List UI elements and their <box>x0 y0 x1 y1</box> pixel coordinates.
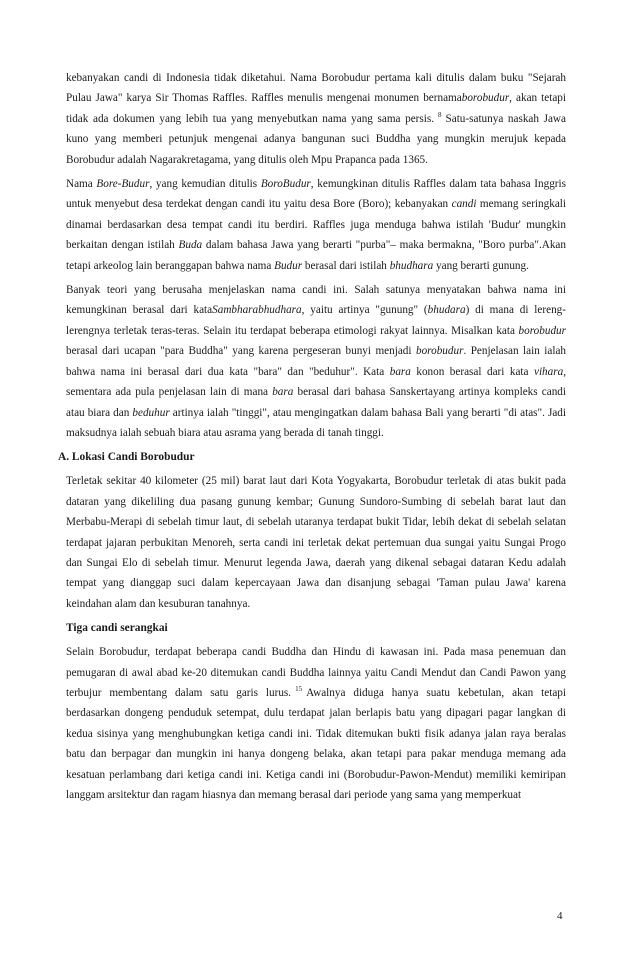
text-run: ) di mana di lereng-lerengnya terletak teras-teras. Selain itu terdapat beberapa etimologi rakyat lainnya. Misalkan kata <box>66 304 566 337</box>
paragraph-three-temples <box>66 642 566 805</box>
italic-term: bara <box>389 365 411 378</box>
italic-term: bhudara <box>427 304 466 317</box>
text-run: dalam bahasa Jawa yang berarti "purba"– maka bermakna, "Boro purba".Akan tetapi arkeolog lain beranggapan bahwa nama <box>66 239 566 272</box>
section-heading-three-temples: Tiga candi serangkai <box>66 622 168 635</box>
text-run: , akan tetapi tidak ada dokumen yang lebih tua yang menyebutkan nama yang sama persis. <box>66 92 567 125</box>
text-run: Selain Borobudur, terdapat beberapa candi Buddha dan Hindu di kawasan ini. Pada masa penemuan dan pemugaran di awal abad ke-20 ditemukan candi Buddha lainnya yaitu Candi Mendut dan Candi Pawon yang terbujur membentang dalam satu garis lurus. <box>66 646 566 699</box>
text-run: memang seringkali dinamai berdasarkan desa tempat candi itu berdiri. Raffles juga menduga bahwa istilah 'Budur' mungkin berkaitan dengan istilah <box>66 198 567 252</box>
text-run: berasal dari bahasa Sanskertayang artinya kompleks candi atau biara dan <box>66 386 566 419</box>
italic-term: borobudur <box>461 92 510 105</box>
italic-term: beduhur <box>132 406 170 419</box>
text-run: , sementara ada pula penjelasan lain di mana <box>66 365 566 399</box>
text-run: konon berasal dari kata <box>410 365 534 378</box>
section-heading-location: A. Lokasi Candi Borobudur <box>58 451 195 464</box>
text-run: Banyak teori yang berusaha menjelaskan nama candi ini. Salah satunya menyatakan bahwa nama ini kemungkinan berasal dari kata <box>66 284 566 317</box>
text-run: artinya ialah "tinggi", atau mengingatkan dalam bahasa Bali yang berarti "di atas". Jadi maksudnya ialah sebuah biara atau asrama yang berada di tanah tinggi. <box>66 406 566 439</box>
text-run: Nama <box>66 178 97 191</box>
text-run: , yang kemudian ditulis <box>149 178 261 191</box>
paragraph-name-origin <box>66 68 566 170</box>
text-run: , yaitu artinya "gunung" ( <box>301 304 428 317</box>
italic-term: BoroBudur <box>260 178 311 191</box>
footnote-ref[interactable]: 8 <box>438 110 442 119</box>
italic-term: Sambharabhudhara <box>212 304 302 317</box>
text-run: . Penjelasan lain ialah bahwa nama ini berasal dari dua kata "bara" dan "beduhur". Kata <box>66 345 567 378</box>
footnote-ref[interactable]: 15 <box>295 684 303 693</box>
paragraph-etymology-theories <box>66 280 566 443</box>
italic-term: borobudur <box>415 345 464 358</box>
italic-term: candi <box>451 198 477 211</box>
paragraph-bore-budur <box>66 174 566 276</box>
italic-term: bara <box>272 386 294 399</box>
text-run: kebanyakan candi di Indonesia tidak diketahui. Nama Borobudur pertama kali ditulis dalam buku "Sejarah Pulau Jawa" karya Sir Thomas Raffles. Raffles menulis mengenai monumen bernama <box>66 72 566 105</box>
page-body <box>58 68 567 809</box>
italic-term: bhudhara <box>389 259 434 272</box>
text-run: , kemungkinan ditulis Raffles dalam tata bahasa Inggris untuk menyebut desa terdekat dengan candi itu yaitu desa Bore (Boro); kebanyakan <box>66 178 566 211</box>
italic-term: Bore-Budur <box>96 178 150 191</box>
text-run: yang berarti gunung. <box>433 259 529 272</box>
italic-term: borobudur <box>518 324 566 337</box>
italic-term: Buda <box>178 239 203 252</box>
text-run: Awalnya diduga hanya suatu kebetulan, akan tetapi berdasarkan dongeng penduduk setempat, dulu terdapat jalan berlapis batu yang dipagari pagar langkan di kedua sisinya yang menghubungkan ketiga candi ini. Tidak ditemukan bukti fisik adanya jalan raya beralas batu dan berpagar dan mungkin ini hanya dongeng belaka, akan tetapi para pakar menduga memang ada kesatuan perlambang dari ketiga candi ini. Ketiga candi ini (Borobudur-Pawon-Mendut) memiliki kemiripan langgam arsitektur dan ragam hiasnya dan memang berasal dari periode yang sama yang memperkuat <box>66 686 566 801</box>
italic-term: Budur <box>274 259 303 272</box>
italic-term: vihara <box>533 365 564 378</box>
text-run: Satu-satunya naskah Jawa kuno yang memberi petunjuk mengenai adanya bangunan suci Buddha yang mungkin merujuk kepada Borobudur adalah Nagarakretagama, yang ditulis oleh Mpu Prapanca pada 1365. <box>66 112 566 166</box>
text-run: berasal dari istilah <box>302 259 390 272</box>
paragraph-location: Terletak sekitar 40 kilometer (25 mil) barat laut dari Kota Yogyakarta, Borobudur terletak di atas bukit pada dataran yang dikeliling dua pasang gunung kembar; Gunung Sundoro-Sumbing di sebelah barat laut dan Merbabu-Merapi di sebelah timur laut, di sebelah utaranya terdapat bukit Tidar, lebih dekat di sebelah selatan terdapat jajaran perbukitan Menoreh, serta candi ini terletak dekat pertemuan dua sungai yaitu Sungai Progo dan Sungai Elo di sebelah timur. Menurut legenda Jawa, daerah yang dikenal sebagai dataran Kedu adalah tempat yang dianggap suci dalam kepercayaan Jawa dan disanjung sebagai 'Taman pulau Jawa' karena keindahan alam dan kesuburan tanahnya. <box>66 475 566 610</box>
text-run: berasal dari ucapan "para Buddha" yang karena pergeseran bunyi menjadi <box>66 345 416 358</box>
page-number: 4 <box>557 910 563 922</box>
